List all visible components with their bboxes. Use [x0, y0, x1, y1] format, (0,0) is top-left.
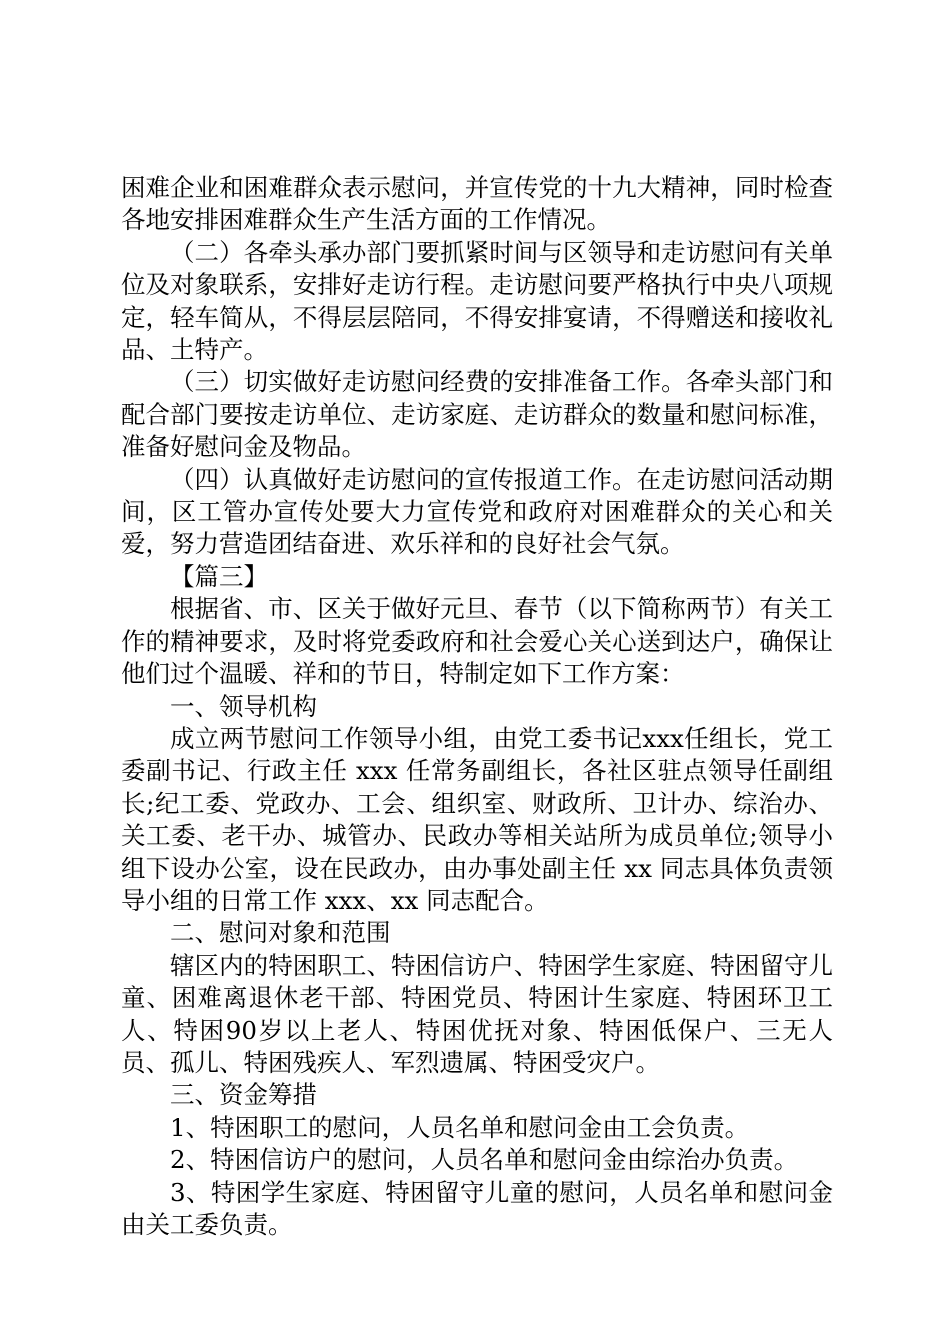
document-page [121, 172, 833, 1241]
heading-funding: 三、资金筹措 [170, 1080, 317, 1110]
paragraph-intro: 根据省、市、区关于做好元旦、春节（以下简称两节）有关工作的精神要求，及时将党委政府和社会爱心关心送到达户，确保让他们过个温暖、祥和的节日，特制定如下工作方案： [121, 594, 833, 689]
paragraph-item-2: （二）各牵头承办部门要抓紧时间与区领导和走访慰问有关单位及对象联系，安排好走访行程。走访慰问要严格执行中央八项规定，轻车简从，不得层层陪同，不得安排宴请，不得赠送和接收礼品、土特产。 [121, 237, 833, 365]
section-heading-part-3: 【篇三】 [170, 561, 268, 591]
list-item-funding-2: 2、特困信访户的慰问，人员名单和慰问金由综治办负责。 [170, 1145, 799, 1175]
paragraph-targets: 辖区内的特困职工、特困信访户、特困学生家庭、特困留守儿童、困难离退休老干部、特困党员、特困计生家庭、特困环卫工人、特困90岁以上老人、特困优抚对象、特困低保户、三无人员、孤儿、特困残疾人、军烈遗属、特困受灾户。 [121, 950, 833, 1077]
list-item-funding-3: 3、特困学生家庭、特困留守儿童的慰问，人员名单和慰问金由关工委负责。 [121, 1177, 833, 1239]
paragraph-continuation: 困难企业和困难群众表示慰问，并宣传党的十九大精神，同时检查各地安排困难群众生产生活方面的工作情况。 [121, 173, 833, 235]
heading-leadership: 一、领导机构 [170, 691, 317, 721]
paragraph-leadership: 成立两节慰问工作领导小组，由党工委书记xxx任组长，党工委副书记、行政主任 xxx 任常务副组长，各社区驻点领导任副组长;纪工委、党政办、工会、组织室、财政所、卫计办、综治办、关工委、老干办、城管办、民政办等相关站所为成员单位;领导小组下设办公室，设在民政办，由办事处副主任 xx 同志具体负责领导小组的日常工作 xxx、xx 同志配合。 [121, 723, 833, 915]
list-item-funding-1: 1、特困职工的慰问，人员名单和慰问金由工会负责。 [170, 1112, 750, 1142]
paragraph-item-4: （四）认真做好走访慰问的宣传报道工作。在走访慰问活动期间，区工管办宣传处要大力宣传党和政府对困难群众的关心和关爱，努力营造团结奋进、欢乐祥和的良好社会气氛。 [121, 464, 833, 559]
paragraph-item-3: （三）切实做好走访慰问经费的安排准备工作。各牵头部门和配合部门要按走访单位、走访家庭、走访群众的数量和慰问标准，准备好慰问金及物品。 [121, 367, 833, 462]
heading-targets: 二、慰问对象和范围 [170, 918, 391, 948]
